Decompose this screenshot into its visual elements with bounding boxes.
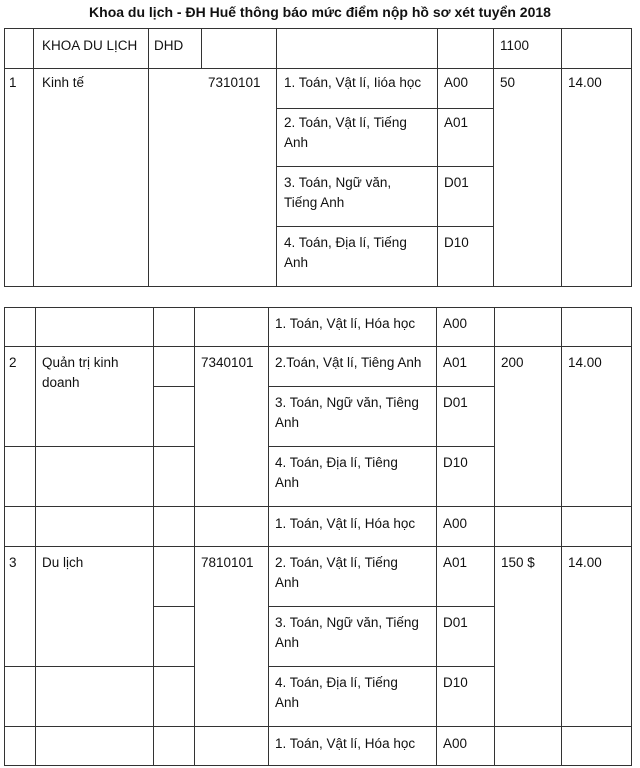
- table1-col-subjects-divider: [437, 28, 438, 287]
- table2-row-divider: [4, 546, 632, 547]
- subject-combo: 2. Toán, Vật lí, Tiếng: [275, 555, 398, 570]
- table1-col-no-divider: [33, 28, 34, 287]
- major-code: 7810101: [201, 555, 254, 570]
- table2-col-no-divider: [35, 307, 36, 766]
- subject-combo: 3. Toán, Ngữ văn, Tiếng: [275, 615, 419, 630]
- subject-combo-cont: Anh: [275, 575, 300, 590]
- subject-combo-cont: Anh: [284, 255, 309, 270]
- subject-combo: 4. Toán, Địa lí, Tiếng: [284, 235, 407, 250]
- table2-row-divider: [268, 606, 494, 607]
- table2-col-combo-divider: [494, 307, 495, 766]
- table2-row-divider: [268, 446, 494, 447]
- table2-col-school-divider: [194, 307, 195, 766]
- table1-col-major-divider: [148, 28, 149, 287]
- subject-combo: 1. Toán, Vật lí, Hóa học: [275, 736, 416, 751]
- subject-combo: 1. Toán, Vật lí, Iióa học: [284, 75, 422, 90]
- subject-combo-cont: Anh: [275, 475, 300, 490]
- table1-col-code-divider: [276, 28, 277, 287]
- table1-col-school-divider: [201, 28, 202, 68]
- major-code: 7310101: [208, 75, 261, 90]
- table2-row-divider: [4, 666, 194, 667]
- row-number: 3: [9, 555, 17, 570]
- combo-code: D10: [444, 235, 469, 250]
- combo-code: D01: [443, 615, 468, 630]
- combo-code: A01: [444, 115, 469, 130]
- combo-code: D10: [443, 675, 468, 690]
- header-faculty: KHOA DU LỊCH: [42, 38, 138, 53]
- subject-combo: 4. Toán, Địa lí, Tiêng: [275, 455, 398, 470]
- combo-code: A00: [443, 316, 468, 331]
- combo-code: A00: [443, 736, 468, 751]
- combo-code: D10: [443, 455, 468, 470]
- min-score: 14.00: [568, 555, 602, 570]
- table2-row-divider: [4, 506, 632, 507]
- quota: 200: [501, 355, 524, 370]
- subject-combo-cont: Anh: [275, 635, 300, 650]
- subject-combo: 1. Toán, Vật lí, Hóa học: [275, 516, 416, 531]
- min-score: 14.00: [568, 355, 602, 370]
- table2-row-divider: [268, 666, 494, 667]
- combo-code: D01: [444, 175, 469, 190]
- row-number: 2: [9, 355, 17, 370]
- table2-row-divider: [268, 386, 494, 387]
- table2-col-major-divider: [153, 307, 154, 766]
- table2-col-code-divider: [268, 307, 269, 766]
- subject-combo-cont: Anh: [275, 695, 300, 710]
- header-school-code: DHD: [154, 38, 184, 53]
- table1-col-quota-divider: [561, 28, 562, 287]
- major-name: Kinh tế: [42, 75, 85, 90]
- table2-row-divider: [4, 446, 194, 447]
- quota: 150 $: [501, 555, 535, 570]
- combo-code: A00: [444, 75, 469, 90]
- table1-header-divider: [4, 68, 632, 69]
- row-number: 1: [9, 75, 17, 90]
- table1-col-combo-divider: [493, 28, 494, 287]
- subject-combo-cont: Anh: [284, 135, 309, 150]
- table1-combo-divider-3: [276, 226, 493, 227]
- subject-combo: 1. Toán, Vật lí, Hóa học: [275, 316, 416, 331]
- subject-combo: 3. Toán, Ngữ văn,: [284, 175, 392, 190]
- admission-table-2: [4, 307, 632, 766]
- table2-row-divider: [4, 346, 632, 347]
- min-score: 14.00: [568, 75, 602, 90]
- subject-combo: 3. Toán, Ngữ văn, Tiêng: [275, 395, 419, 410]
- page-title: Khoa du lịch - ĐH Huế thông báo mức điểm nộp hồ sơ xét tuyển 2018: [89, 4, 551, 20]
- major-name: Du lịch: [42, 555, 84, 570]
- subject-combo-cont: Tiếng Anh: [284, 195, 345, 210]
- subject-combo: 2.Toán, Vật lí, Tiêng Anh: [275, 355, 422, 370]
- combo-code: A01: [443, 355, 468, 370]
- combo-code: A01: [443, 555, 468, 570]
- table2-row-divider: [153, 386, 194, 387]
- major-name: Quản trị kinh: [42, 355, 119, 370]
- table1-combo-divider-1: [276, 108, 493, 109]
- table2-row-divider: [153, 606, 194, 607]
- combo-code: D01: [443, 395, 468, 410]
- combo-code: A00: [443, 516, 468, 531]
- subject-combo: 4. Toán, Địa lí, Tiếng: [275, 675, 398, 690]
- table2-col-quota-divider: [561, 307, 562, 766]
- quota: 50: [500, 75, 516, 90]
- major-name-cont: doanh: [42, 375, 80, 390]
- major-code: 7340101: [201, 355, 254, 370]
- subject-combo: 2. Toán, Vật lí, Tiếng: [284, 115, 407, 130]
- subject-combo-cont: Anh: [275, 415, 300, 430]
- header-total-quota: 1100: [500, 38, 530, 53]
- table1-combo-divider-2: [276, 166, 493, 167]
- table2-row-divider: [4, 726, 632, 727]
- table2-col-subjects-divider: [436, 307, 437, 766]
